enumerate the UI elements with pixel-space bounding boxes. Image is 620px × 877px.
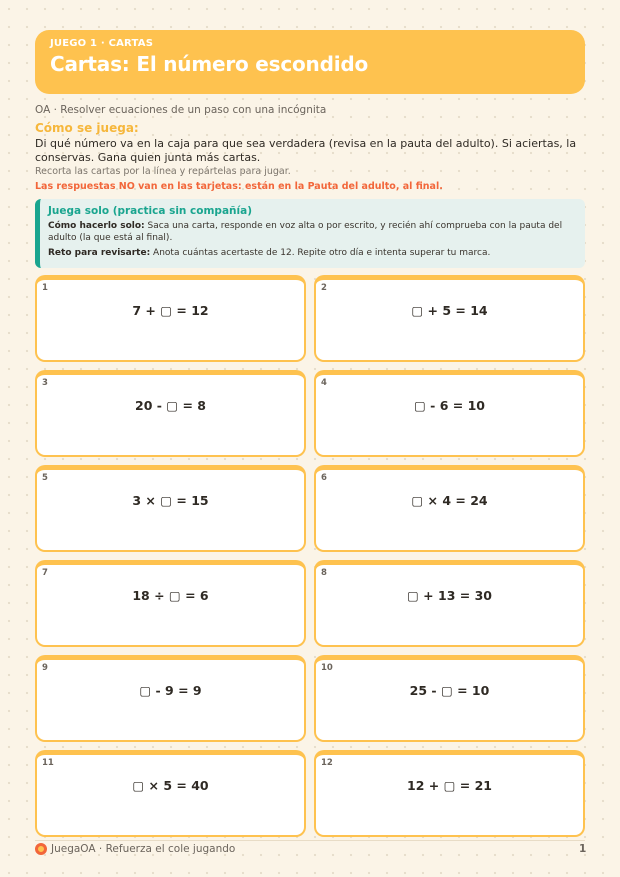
- card-1: [35, 275, 306, 362]
- cut-instructions: Recorta las cartas por la línea y repártelas para jugar.: [35, 166, 291, 177]
- brand-logo-icon: [35, 843, 47, 855]
- card-equation: ▢ × 4 = 24: [411, 493, 488, 508]
- answers-warning: Las respuestas NO van en las tarjetas: están en la Pauta del adulto, al final.: [35, 181, 443, 192]
- solo-how-line: [48, 220, 575, 244]
- page-header: [35, 30, 585, 94]
- page-title: Cartas: El número escondido: [50, 52, 369, 76]
- solo-heading: Juega solo (practica sin compañía): [48, 205, 252, 217]
- card-number: 9: [42, 663, 48, 673]
- card-number: 8: [321, 568, 327, 578]
- card-equation: 25 - ▢ = 10: [409, 683, 490, 698]
- card-8: [314, 560, 585, 647]
- card-number: 1: [42, 283, 48, 293]
- footer-divider: [35, 840, 585, 841]
- card-equation: ▢ - 9 = 9: [139, 683, 202, 698]
- card-9: [35, 655, 306, 742]
- card-number: 5: [42, 473, 48, 483]
- game-kicker: JUEGO 1 · CARTAS: [50, 38, 154, 49]
- card-equation: 7 + ▢ = 12: [132, 303, 209, 318]
- card-number: 11: [42, 758, 54, 768]
- card-number: 2: [321, 283, 327, 293]
- card-12: [314, 750, 585, 837]
- card-4: [314, 370, 585, 457]
- learning-objective: OA · Resolver ecuaciones de un paso con una incógnita: [35, 104, 327, 116]
- card-6: [314, 465, 585, 552]
- card-11: [35, 750, 306, 837]
- solo-play-box: [35, 199, 585, 268]
- card-7: [35, 560, 306, 647]
- card-3: [35, 370, 306, 457]
- card-equation: 12 + ▢ = 21: [407, 778, 492, 793]
- card-number: 12: [321, 758, 333, 768]
- card-number: 4: [321, 378, 327, 388]
- solo-how-label: Cómo hacerlo solo:: [48, 221, 145, 231]
- card-2: [314, 275, 585, 362]
- card-equation: 3 × ▢ = 15: [132, 493, 209, 508]
- card-equation: 20 - ▢ = 8: [135, 398, 206, 413]
- card-number: 6: [321, 473, 327, 483]
- card-equation: 18 ÷ ▢ = 6: [132, 588, 209, 603]
- card-equation: ▢ - 6 = 10: [414, 398, 485, 413]
- how-to-play-text: Di qué número va en la caja para que sea verdadera (revisa en la pauta del adulto). Si aciertas, la conservas. Gana quien junta más cartas.: [35, 137, 577, 164]
- how-to-play-heading: Cómo se juega:: [35, 121, 139, 135]
- card-equation: ▢ + 13 = 30: [407, 588, 492, 603]
- card-equation: ▢ + 5 = 14: [411, 303, 488, 318]
- solo-how-text: Saca una carta, responde en voz alta o por escrito, y recién ahí comprueba con la pauta del adulto (la que está al final).: [48, 221, 563, 243]
- solo-challenge-label: Reto para revisarte:: [48, 248, 151, 258]
- card-equation: ▢ × 5 = 40: [132, 778, 209, 793]
- card-5: [35, 465, 306, 552]
- solo-challenge-text: Anota cuántas acertaste de 12. Repite otro día e intenta superar tu marca.: [150, 248, 491, 258]
- footer-brand: JuegaOA · Refuerza el cole jugando: [51, 843, 236, 855]
- card-10: [314, 655, 585, 742]
- solo-challenge-line: [48, 247, 575, 259]
- card-number: 10: [321, 663, 333, 673]
- card-number: 7: [42, 568, 48, 578]
- page-number: 1: [579, 843, 587, 855]
- card-number: 3: [42, 378, 48, 388]
